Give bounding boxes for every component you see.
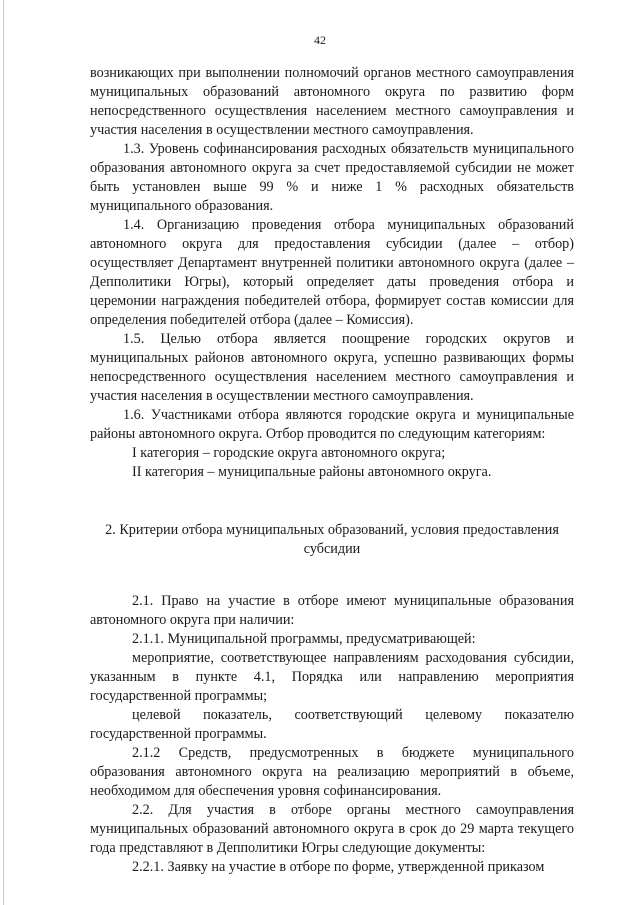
list-item-activity: мероприятие, соответствующее направлениям расходования субсидии, указанным в пункте 4.1, Порядка или направлению мероприятия государственной программы; xyxy=(90,650,574,704)
paragraph-2-1-2: 2.1.2 Средств, предусмотренных в бюджете муниципального образования автономного округа на реализацию мероприятий в объеме, необходимом для обеспечения уровня софинансирования. xyxy=(90,745,574,799)
paragraph-1-6: 1.6. Участниками отбора являются городские округа и муниципальные районы автономного округа. Отбор проводится по следующим категориям: xyxy=(90,407,574,442)
section-heading: 2. Критерии отбора муниципальных образований, условия предоставления субсидии xyxy=(105,522,559,557)
paragraph-1-3: 1.3. Уровень софинансирования расходных обязательств муниципального образования автономного округа за счет предоставляемой субсидии не может быть установлен выше 99 % и ниже 1 % расходных обязательств муниципального образования. xyxy=(90,141,574,214)
paragraph-2-2-1: 2.2.1. Заявку на участие в отборе по форме, утвержденной приказом xyxy=(132,859,545,875)
paragraph-2-1: 2.1. Право на участие в отборе имеют муниципальные образования автономного округа при наличии: xyxy=(90,593,574,628)
category-1: I категория – городские округа автономного округа; xyxy=(132,445,446,461)
document-body xyxy=(90,64,574,877)
paragraph-continuation: возникающих при выполнении полномочий органов местного самоуправления муниципальных образований автономного округа по развитию форм непосредственного осуществления населением местного самоуправления и участия населения в осуществлении местного самоуправления. xyxy=(90,65,574,138)
list-item-indicator: целевой показатель, соответствующий целевому показателю государственной программы. xyxy=(90,707,574,742)
page-number: 42 xyxy=(314,33,326,47)
paragraph-2-2: 2.2. Для участия в отборе органы местного самоуправления муниципальных образований автономного округа в срок до 29 марта текущего года представляют в Депполитики Югры следующие документы: xyxy=(90,802,574,856)
category-2: II категория – муниципальные районы автономного округа. xyxy=(132,464,492,480)
paragraph-2-1-1: 2.1.1. Муниципальной программы, предусматривающей: xyxy=(132,631,476,647)
paragraph-1-4: 1.4. Организацию проведения отбора муниципальных образований автономного округа для предоставления субсидии (далее – отбор) осуществляет Департамент внутренней политики автономного округа (далее – Депполитики Югры), который определяет даты проведения отбора и церемонии награждения победителей отбора, формирует состав комиссии для определения победителей отбора (далее – Комиссия). xyxy=(90,217,574,328)
paragraph-1-5: 1.5. Целью отбора является поощрение городских округов и муниципальных районов автономного округа, успешно развивающих формы непосредственного осуществления населением местного самоуправления и участия населения в осуществлении местного самоуправления. xyxy=(90,331,574,404)
